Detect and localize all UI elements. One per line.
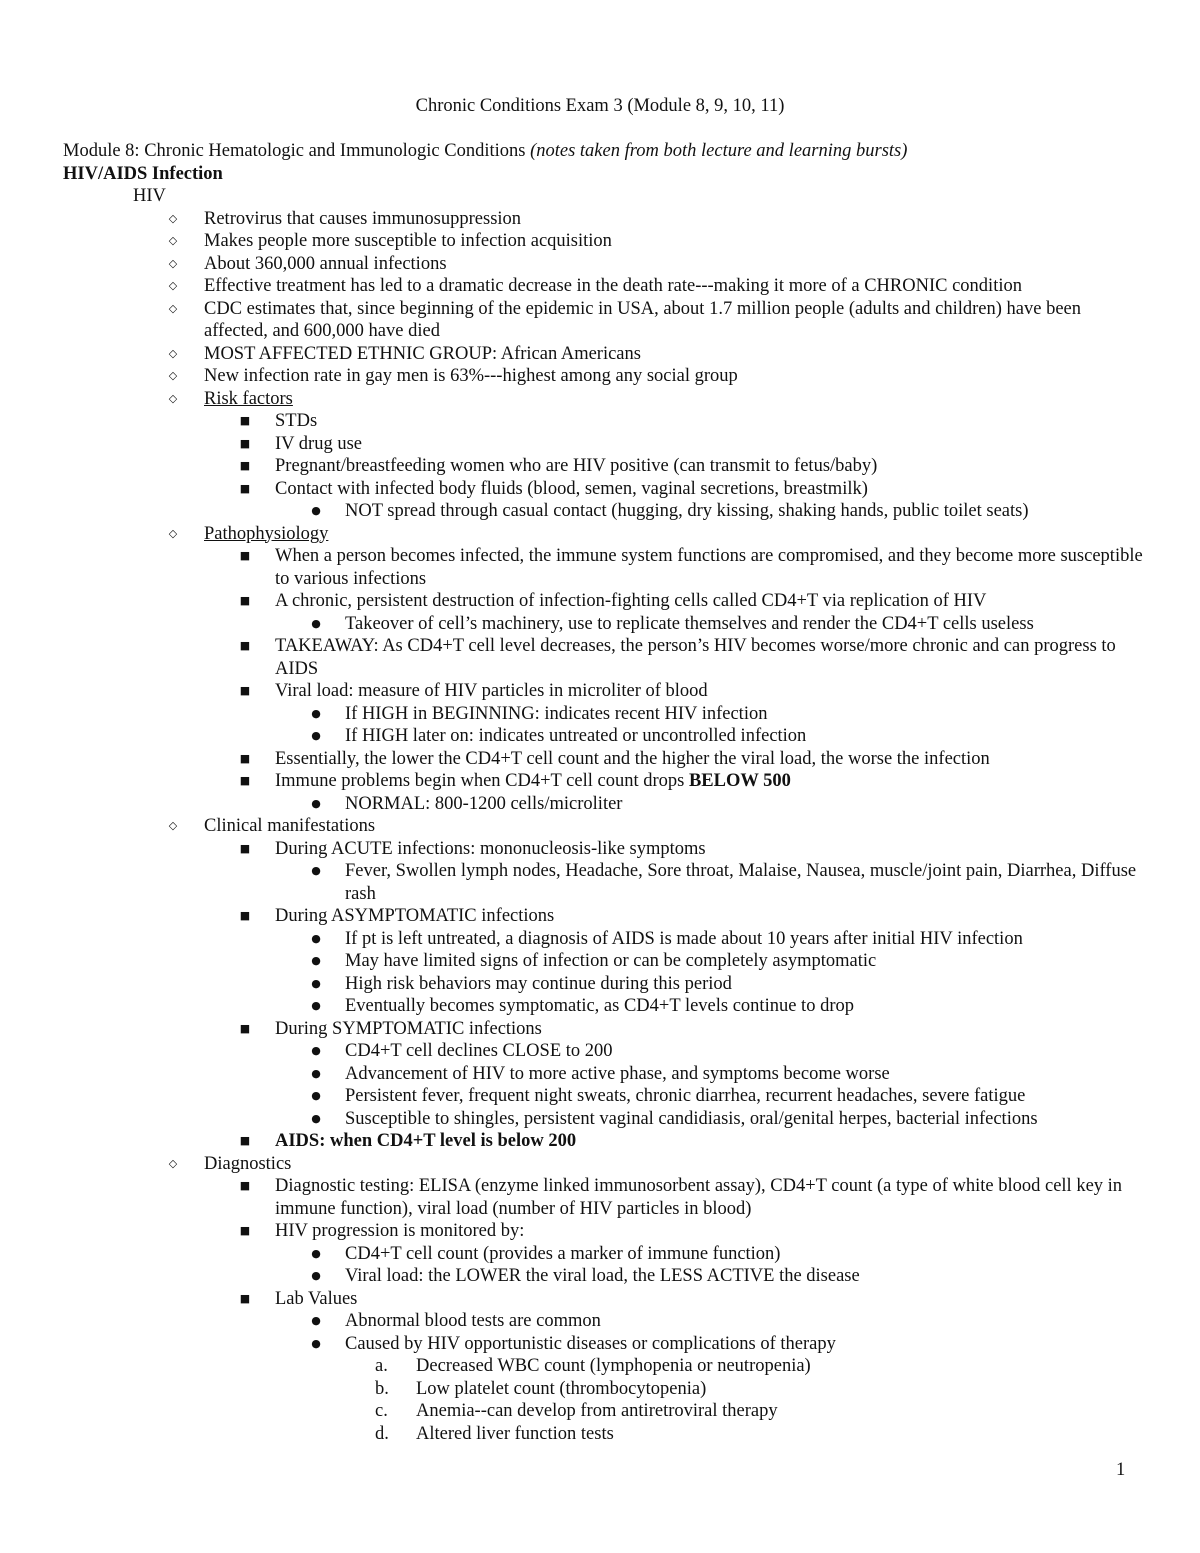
line-text: IV drug use [275, 433, 363, 454]
circle-bullet-icon: ● [311, 1066, 321, 1080]
line-text: Takeover of cell’s machinery, use to replicate themselves and render the CD4+T cells useless [345, 613, 1034, 634]
outline-line [63, 478, 1148, 501]
line-text: Lab Values [275, 1288, 358, 1309]
circle-bullet-icon: ● [311, 976, 321, 990]
line-text: Caused by HIV opportunistic diseases or complications of therapy [345, 1333, 836, 1354]
square-bullet-icon: ■ [239, 459, 251, 472]
circle-bullet-icon: ● [311, 1314, 321, 1327]
document-title: Chronic Conditions Exam 3 (Module 8, 9, 10, 11) [415, 96, 785, 116]
square-bullet-icon: ■ [239, 1021, 251, 1035]
diamond-bullet-icon: ◇ [168, 211, 178, 225]
outline-line [63, 365, 1148, 388]
line-text: Pregnant/breastfeeding women who are HIV positive (can transmit to fetus/baby) [275, 456, 878, 476]
outline-line [63, 1333, 1148, 1356]
line-text: During ASYMPTOMATIC infections [275, 906, 555, 926]
outline-line [63, 1085, 1148, 1108]
square-bullet-icon: ■ [239, 481, 251, 495]
line-text: TAKEAWAY: As CD4+T cell level decreases, the person’s HIV becomes worse/more chronic and can progress to AIDS [275, 636, 1116, 679]
diamond-bullet-icon: ◇ [168, 819, 178, 832]
diamond-bullet-icon: ◇ [168, 526, 178, 540]
circle-bullet-icon: ● [311, 1336, 321, 1350]
outline-line [63, 793, 1148, 816]
outline-line [63, 1265, 1148, 1288]
list-marker: c. [375, 1401, 388, 1421]
line-text: HIV progression is monitored by: [275, 1221, 525, 1241]
outline-line [63, 208, 1148, 231]
circle-bullet-icon: ● [311, 954, 321, 967]
line-text: Clinical manifestations [204, 816, 376, 836]
line-text: During SYMPTOMATIC infections [275, 1018, 542, 1039]
line-text: Diagnostics [204, 1153, 292, 1174]
line-text: If HIGH later on: indicates untreated or uncontrolled infection [345, 726, 807, 746]
outline-line [63, 725, 1148, 748]
outline-line [63, 1423, 1148, 1446]
line-text: Decreased WBC count (lymphopenia or neutropenia) [416, 1356, 811, 1376]
outline-line [63, 770, 1148, 793]
line-text: Retrovirus that causes immunosuppression [204, 208, 522, 229]
circle-bullet-icon: ● [311, 1089, 321, 1102]
outline-line [63, 748, 1148, 771]
outline-line [63, 298, 1148, 343]
circle-bullet-icon: ● [311, 1111, 321, 1125]
line-text: New infection rate in gay men is 63%---highest among any social group [204, 366, 738, 386]
list-marker: a. [375, 1356, 388, 1376]
circle-bullet-icon: ● [311, 864, 321, 877]
line-text: Essentially, the lower the CD4+T cell count and the higher the viral load, the worse the infection [275, 748, 990, 769]
outline-line [63, 433, 1148, 456]
circle-bullet-icon: ● [311, 931, 321, 945]
outline-line [63, 838, 1148, 861]
square-bullet-icon: ■ [239, 774, 251, 787]
line-text: (notes taken from both lecture and learning bursts) [530, 141, 908, 161]
line-text: HIV [133, 186, 166, 206]
outline-line [63, 928, 1148, 951]
outline-line [63, 1220, 1148, 1243]
outline-line [63, 950, 1148, 973]
line-text: NOT spread through casual contact (hugging, dry kissing, shaking hands, public toilet seats) [345, 501, 1029, 521]
list-marker: b. [375, 1378, 389, 1399]
outline-line [63, 905, 1148, 928]
circle-bullet-icon: ● [311, 796, 321, 810]
line-text: If pt is left untreated, a diagnosis of AIDS is made about 10 years after initial HIV infection [345, 928, 1023, 949]
square-bullet-icon: ■ [239, 684, 251, 697]
circle-bullet-icon: ● [311, 729, 321, 742]
square-bullet-icon: ■ [239, 549, 251, 562]
outline-line [63, 140, 1148, 163]
square-bullet-icon: ■ [239, 1291, 251, 1305]
line-text: Abnormal blood tests are common [345, 1311, 601, 1331]
line-text: Contact with infected body fluids (blood, semen, vaginal secretions, breastmilk) [275, 478, 868, 499]
line-text: Susceptible to shingles, persistent vaginal candidiasis, oral/genital herpes, bacterial infections [345, 1108, 1038, 1129]
outline-line [63, 163, 1148, 186]
diamond-bullet-icon: ◇ [168, 1156, 178, 1170]
line-text: Low platelet count (thrombocytopenia) [416, 1378, 707, 1399]
outline-line [63, 635, 1148, 680]
outline-line [63, 275, 1148, 298]
diamond-bullet-icon: ◇ [168, 369, 178, 382]
line-text: NORMAL: 800-1200 cells/microliter [345, 793, 623, 814]
circle-bullet-icon: ● [311, 616, 321, 630]
outline-line [63, 230, 1148, 253]
circle-bullet-icon: ● [311, 1044, 321, 1057]
outline-line [63, 253, 1148, 276]
outline-line [63, 973, 1148, 996]
outline-line [63, 1243, 1148, 1266]
outline-line [63, 703, 1148, 726]
outline-line [63, 500, 1148, 523]
line-text: Eventually becomes symptomatic, as CD4+T levels continue to drop [345, 996, 854, 1016]
line-text: CD4+T cell declines CLOSE to 200 [345, 1041, 613, 1061]
outline-line [63, 613, 1148, 636]
outline-line [63, 1063, 1148, 1086]
outline-line [63, 1288, 1148, 1311]
outline-line [63, 1153, 1148, 1176]
line-text: CDC estimates that, since beginning of the epidemic in USA, about 1.7 million people (adults and children) have been affected, and 600,000 have died [204, 298, 1082, 341]
square-bullet-icon: ■ [239, 1134, 251, 1147]
outline-line [63, 410, 1148, 433]
square-bullet-icon: ■ [239, 1224, 251, 1237]
circle-bullet-icon: ● [311, 504, 321, 517]
outline-line [63, 523, 1148, 546]
line-text: CD4+T cell count (provides a marker of immune function) [345, 1243, 781, 1264]
outline-line [63, 590, 1148, 613]
line-text: Persistent fever, frequent night sweats, chronic diarrhea, recurrent headaches, severe fatigue [345, 1086, 1026, 1106]
line-text: Immune problems begin when CD4+T cell count drops [275, 771, 689, 791]
square-bullet-icon: ■ [239, 841, 251, 855]
line-text: AIDS: when CD4+T level is below 200 [275, 1131, 577, 1151]
line-text: May have limited signs of infection or can be completely asymptomatic [345, 951, 877, 971]
outline-line [63, 995, 1148, 1018]
square-bullet-icon: ■ [239, 414, 251, 427]
line-text: Effective treatment has led to a dramatic decrease in the death rate---making it more of a CHRONIC condition [204, 276, 1022, 296]
line-text: High risk behaviors may continue during this period [345, 973, 732, 994]
line-text: Altered liver function tests [416, 1423, 614, 1444]
circle-bullet-icon: ● [311, 1246, 321, 1260]
outline-line [63, 388, 1148, 411]
diamond-bullet-icon: ◇ [168, 391, 178, 405]
line-text: Advancement of HIV to more active phase, and symptoms become worse [345, 1063, 890, 1084]
circle-bullet-icon: ● [311, 999, 321, 1012]
outline-line [63, 343, 1148, 366]
list-marker: d. [375, 1423, 389, 1444]
square-bullet-icon: ■ [239, 436, 251, 450]
outline-line [63, 680, 1148, 703]
square-bullet-icon: ■ [239, 594, 251, 607]
line-text: Viral load: the LOWER the viral load, the LESS ACTIVE the disease [345, 1266, 860, 1286]
diamond-bullet-icon: ◇ [168, 279, 178, 292]
line-text: During ACUTE infections: mononucleosis-like symptoms [275, 838, 706, 859]
line-text: About 360,000 annual infections [204, 253, 447, 274]
outline-line [63, 1175, 1148, 1220]
outline-line [63, 1355, 1148, 1378]
circle-bullet-icon: ● [311, 1269, 321, 1282]
line-text: BELOW 500 [688, 771, 791, 791]
line-text: If HIGH in BEGINNING: indicates recent HIV infection [345, 703, 768, 724]
line-text: MOST AFFECTED ETHNIC GROUP: African Americans [204, 343, 641, 364]
outline-line [63, 1378, 1148, 1401]
line-text: STDs [275, 411, 318, 431]
outline-line [63, 1040, 1148, 1063]
square-bullet-icon: ■ [239, 751, 251, 765]
square-bullet-icon: ■ [239, 1179, 251, 1192]
diamond-bullet-icon: ◇ [168, 346, 178, 360]
line-text: A chronic, persistent destruction of infection-fighting cells called CD4+T via replication of HIV [275, 591, 987, 611]
line-text: Makes people more susceptible to infection acquisition [204, 231, 612, 251]
line-text: Viral load: measure of HIV particles in microliter of blood [275, 681, 708, 701]
line-text: HIV/AIDS Infection [63, 163, 223, 184]
outline-line [63, 1310, 1148, 1333]
outline-line [63, 455, 1148, 478]
outline-line [63, 1130, 1148, 1153]
diamond-bullet-icon: ◇ [168, 256, 178, 270]
line-text: Diagnostic testing: ELISA (enzyme linked immunosorbent assay), CD4+T count (a type of white blood cell key in immune function), viral load (number of HIV particles in blood) [275, 1176, 1123, 1219]
line-text: When a person becomes infected, the immune system functions are compromised, and they become more susceptible to various infections [275, 546, 1143, 589]
outline-line [63, 1018, 1148, 1041]
page-number: 1 [1116, 1460, 1126, 1480]
square-bullet-icon: ■ [239, 909, 251, 922]
document-body [63, 140, 1148, 1445]
diamond-bullet-icon: ◇ [168, 234, 178, 247]
line-text: Fever, Swollen lymph nodes, Headache, Sore throat, Malaise, Nausea, muscle/joint pain, Diarrhea, Diffuse rash [345, 861, 1137, 904]
line-text: Module 8: Chronic Hematologic and Immunologic Conditions [63, 141, 531, 161]
line-text: Risk factors [204, 388, 293, 409]
outline-line [63, 185, 1148, 208]
outline-line [63, 815, 1148, 838]
outline-line [63, 545, 1148, 590]
square-bullet-icon: ■ [239, 639, 251, 652]
outline-line [63, 1108, 1148, 1131]
diamond-bullet-icon: ◇ [168, 301, 178, 315]
outline-line [63, 1400, 1148, 1423]
line-text: Pathophysiology [204, 523, 329, 544]
outline-line [63, 860, 1148, 905]
line-text: Anemia--can develop from antiretroviral therapy [416, 1401, 778, 1421]
circle-bullet-icon: ● [311, 706, 321, 720]
